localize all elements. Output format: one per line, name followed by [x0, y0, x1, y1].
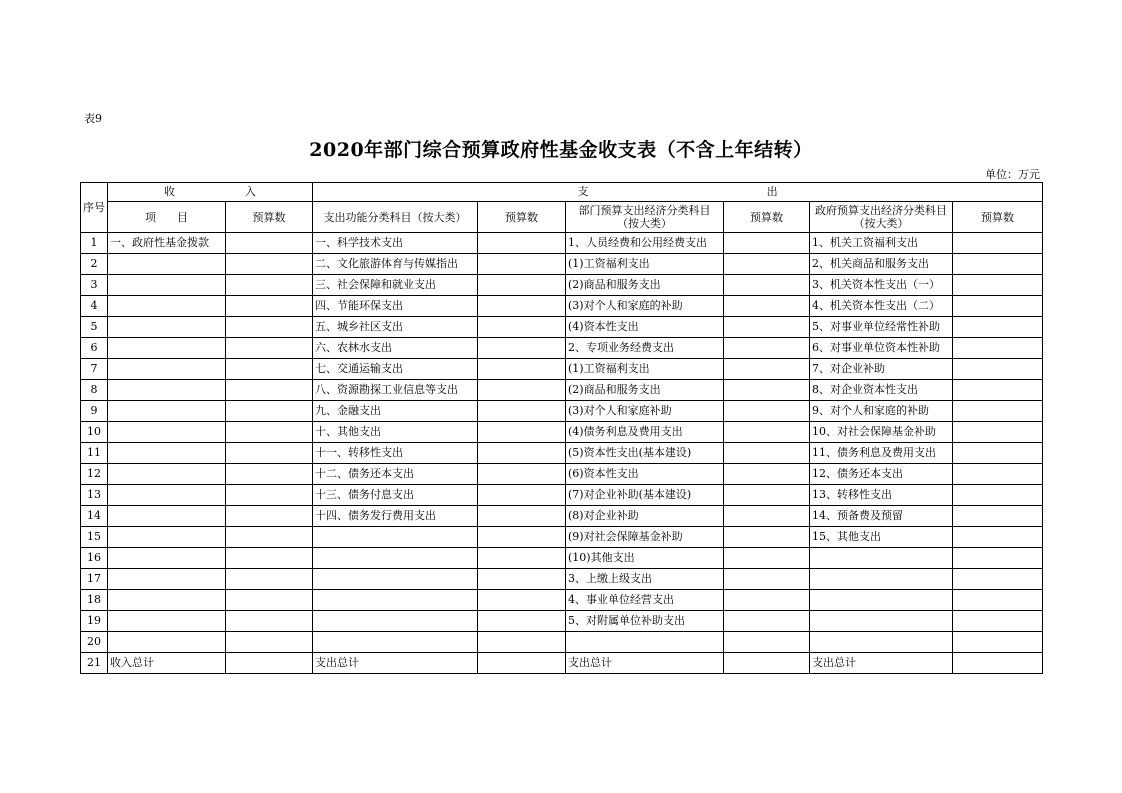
func-class-cell: [313, 548, 478, 569]
row-number-cell: 21: [81, 653, 108, 674]
row-number-cell: 11: [81, 443, 108, 464]
func-budget-cell: [478, 296, 566, 317]
gov-budget-cell: [953, 359, 1043, 380]
page-title: 2020年部门综合预算政府性基金收支表（不含上年结转）: [309, 139, 813, 161]
gov-econ-class-cell: 13、转移性支出: [810, 485, 953, 506]
func-budget-cell: [478, 359, 566, 380]
income-budget-cell: [226, 611, 313, 632]
gov-budget-cell: [953, 569, 1043, 590]
row-number-cell: 12: [81, 464, 108, 485]
dept-econ-class-cell: (9)对社会保障基金补助: [566, 527, 724, 548]
income-budget-cell: [226, 506, 313, 527]
income-item-cell: [108, 443, 226, 464]
table-row: [81, 569, 1043, 590]
gov-budget-cell: [953, 401, 1043, 422]
table-row: [81, 254, 1043, 275]
income-item-cell: [108, 422, 226, 443]
income-item-cell: [108, 338, 226, 359]
income-budget-cell: [226, 485, 313, 506]
row-number-cell: 4: [81, 296, 108, 317]
func-budget-cell: [478, 569, 566, 590]
row-number-cell: 16: [81, 548, 108, 569]
income-budget-cell: [226, 296, 313, 317]
income-item-cell: [108, 296, 226, 317]
income-budget-cell: [226, 359, 313, 380]
gov-econ-class-cell: [810, 611, 953, 632]
gov-econ-class-cell: 12、债务还本支出: [810, 464, 953, 485]
func-class-cell: 十一、转移性支出: [313, 443, 478, 464]
income-item-cell: [108, 506, 226, 527]
gov-budget-cell: [953, 485, 1043, 506]
func-budget-cell: [478, 653, 566, 674]
income-budget-cell: [226, 380, 313, 401]
column-header-row: [81, 202, 1043, 233]
income-budget-cell: [226, 422, 313, 443]
gov-econ-class-cell: [810, 632, 953, 653]
income-item-cell: [108, 401, 226, 422]
dept-econ-class-cell: 5、对附属单位补助支出: [566, 611, 724, 632]
unit-label: 单位：万元: [985, 168, 1040, 181]
func-budget-cell: [478, 611, 566, 632]
expense-section-header: 支 出: [313, 183, 1043, 202]
func-budget-cell: [478, 590, 566, 611]
row-number-cell: 8: [81, 380, 108, 401]
func-class-cell: [313, 611, 478, 632]
income-budget-cell: [226, 254, 313, 275]
row-number-cell: 6: [81, 338, 108, 359]
func-budget-cell: [478, 464, 566, 485]
gov-budget-cell: [953, 338, 1043, 359]
gov-econ-class-cell: 14、预备费及预留: [810, 506, 953, 527]
dept-budget-cell: [724, 275, 810, 296]
gov-econ-class-cell: 9、对个人和家庭的补助: [810, 401, 953, 422]
table-row: [81, 275, 1043, 296]
gov-econ-class-cell: 3、机关资本性支出（一）: [810, 275, 953, 296]
row-number-cell: 5: [81, 317, 108, 338]
income-item-cell: [108, 611, 226, 632]
table-row: [81, 548, 1043, 569]
income-budget-cell: [226, 590, 313, 611]
row-number-cell: 19: [81, 611, 108, 632]
income-budget-cell: [226, 443, 313, 464]
func-class-cell: 九、金融支出: [313, 401, 478, 422]
func-class-cell: 五、城乡社区支出: [313, 317, 478, 338]
income-budget-cell: [226, 401, 313, 422]
gov-econ-class-cell: 15、其他支出: [810, 527, 953, 548]
table-row: [81, 590, 1043, 611]
table-tag: 表9: [84, 112, 102, 125]
dept-budget-cell: [724, 338, 810, 359]
dept-budget-cell: [724, 254, 810, 275]
dept-budget-cell: [724, 653, 810, 674]
func-budget-cell: [478, 485, 566, 506]
row-number-cell: 13: [81, 485, 108, 506]
dept-econ-class-cell: (2)商品和服务支出: [566, 275, 724, 296]
table-row: [81, 443, 1043, 464]
gov-econ-class-cell: 6、对事业单位资本性补助: [810, 338, 953, 359]
income-item-cell: [108, 275, 226, 296]
budget-table: [80, 182, 1043, 674]
table-body: [81, 233, 1043, 674]
gov-budget-cell: [953, 527, 1043, 548]
gov-econ-class-cell: 7、对企业补助: [810, 359, 953, 380]
row-number-cell: 17: [81, 569, 108, 590]
income-budget-cell: [226, 464, 313, 485]
income-item-cell: [108, 464, 226, 485]
row-number-cell: 18: [81, 590, 108, 611]
income-item-cell: [108, 254, 226, 275]
seq-header: 序号: [81, 183, 108, 233]
table-row: [81, 233, 1043, 254]
gov-econ-class-header: 政府预算支出经济分类科目（按大类）: [810, 202, 953, 233]
income-item-cell: 一、政府性基金拨款: [108, 233, 226, 254]
func-budget-cell: [478, 548, 566, 569]
dept-budget-cell: [724, 611, 810, 632]
income-item-cell: [108, 548, 226, 569]
dept-econ-class-cell: 支出总计: [566, 653, 724, 674]
func-budget-cell: [478, 443, 566, 464]
table-row: [81, 338, 1043, 359]
gov-econ-class-cell: [810, 569, 953, 590]
income-item-cell: [108, 380, 226, 401]
income-budget-cell: [226, 653, 313, 674]
table-row: [81, 359, 1043, 380]
income-item-cell: [108, 485, 226, 506]
income-budget-cell: [226, 317, 313, 338]
income-budget-header: 预算数: [226, 202, 313, 233]
func-class-cell: [313, 632, 478, 653]
table-row: [81, 380, 1043, 401]
table-row: [81, 485, 1043, 506]
func-budget-cell: [478, 275, 566, 296]
gov-budget-cell: [953, 275, 1043, 296]
row-number-cell: 2: [81, 254, 108, 275]
row-number-cell: 9: [81, 401, 108, 422]
func-class-cell: 六、农林水支出: [313, 338, 478, 359]
table-row: [81, 506, 1043, 527]
dept-econ-class-header: 部门预算支出经济分类科目（按大类）: [566, 202, 724, 233]
dept-budget-header: 预算数: [724, 202, 810, 233]
income-item-cell: [108, 317, 226, 338]
dept-econ-class-cell: (1)工资福利支出: [566, 254, 724, 275]
table-row: [81, 527, 1043, 548]
dept-budget-cell: [724, 359, 810, 380]
income-item-cell: [108, 527, 226, 548]
row-number-cell: 15: [81, 527, 108, 548]
func-budget-cell: [478, 632, 566, 653]
func-budget-cell: [478, 317, 566, 338]
row-number-cell: 14: [81, 506, 108, 527]
func-class-cell: 十二、债务还本支出: [313, 464, 478, 485]
gov-budget-cell: [953, 380, 1043, 401]
gov-budget-cell: [953, 611, 1043, 632]
func-class-cell: 十、其他支出: [313, 422, 478, 443]
income-item-header: 项 目: [108, 202, 226, 233]
dept-econ-class-cell: (8)对企业补助: [566, 506, 724, 527]
dept-budget-cell: [724, 296, 810, 317]
func-class-cell: 八、资源勘探工业信息等支出: [313, 380, 478, 401]
income-budget-cell: [226, 275, 313, 296]
income-item-cell: [108, 632, 226, 653]
func-budget-header: 预算数: [478, 202, 566, 233]
gov-econ-class-cell: 11、债务利息及费用支出: [810, 443, 953, 464]
dept-econ-class-cell: 1、人员经费和公用经费支出: [566, 233, 724, 254]
dept-econ-class-cell: (1)工资福利支出: [566, 359, 724, 380]
table-row: [81, 611, 1043, 632]
func-budget-cell: [478, 422, 566, 443]
dept-econ-class-cell: (3)对个人和家庭补助: [566, 401, 724, 422]
func-budget-cell: [478, 527, 566, 548]
gov-budget-cell: [953, 233, 1043, 254]
dept-budget-cell: [724, 548, 810, 569]
table-row: [81, 464, 1043, 485]
dept-budget-cell: [724, 485, 810, 506]
table-row: [81, 653, 1043, 674]
gov-budget-cell: [953, 653, 1043, 674]
func-class-cell: 十四、债务发行费用支出: [313, 506, 478, 527]
gov-budget-cell: [953, 590, 1043, 611]
section-header-row: [81, 183, 1043, 202]
income-budget-cell: [226, 632, 313, 653]
func-budget-cell: [478, 506, 566, 527]
dept-econ-class-cell: (10)其他支出: [566, 548, 724, 569]
func-budget-cell: [478, 233, 566, 254]
func-class-cell: 三、社会保障和就业支出: [313, 275, 478, 296]
income-budget-cell: [226, 338, 313, 359]
dept-econ-class-cell: (4)资本性支出: [566, 317, 724, 338]
dept-econ-class-cell: (6)资本性支出: [566, 464, 724, 485]
row-number-cell: 7: [81, 359, 108, 380]
func-class-cell: [313, 590, 478, 611]
func-class-cell: 四、节能环保支出: [313, 296, 478, 317]
table-row: [81, 422, 1043, 443]
gov-budget-cell: [953, 317, 1043, 338]
func-class-cell: 支出总计: [313, 653, 478, 674]
row-number-cell: 3: [81, 275, 108, 296]
func-class-cell: 二、文化旅游体育与传媒指出: [313, 254, 478, 275]
dept-budget-cell: [724, 401, 810, 422]
dept-budget-cell: [724, 380, 810, 401]
gov-budget-cell: [953, 632, 1043, 653]
gov-budget-cell: [953, 296, 1043, 317]
dept-econ-class-cell: 3、上缴上级支出: [566, 569, 724, 590]
gov-econ-class-cell: 8、对企业资本性支出: [810, 380, 953, 401]
dept-budget-cell: [724, 569, 810, 590]
func-budget-cell: [478, 254, 566, 275]
table-row: [81, 401, 1043, 422]
gov-econ-class-cell: 2、机关商品和服务支出: [810, 254, 953, 275]
dept-budget-cell: [724, 632, 810, 653]
row-number-cell: 20: [81, 632, 108, 653]
dept-econ-class-cell: [566, 632, 724, 653]
func-class-cell: 十三、债务付息支出: [313, 485, 478, 506]
gov-econ-class-cell: 支出总计: [810, 653, 953, 674]
gov-econ-class-cell: [810, 590, 953, 611]
dept-budget-cell: [724, 464, 810, 485]
table-row: [81, 296, 1043, 317]
func-class-cell: [313, 569, 478, 590]
dept-econ-class-cell: (3)对个人和家庭的补助: [566, 296, 724, 317]
func-budget-cell: [478, 401, 566, 422]
table-row: [81, 632, 1043, 653]
income-item-cell: [108, 359, 226, 380]
gov-budget-cell: [953, 254, 1043, 275]
dept-budget-cell: [724, 317, 810, 338]
dept-econ-class-cell: 2、专项业务经费支出: [566, 338, 724, 359]
income-budget-cell: [226, 233, 313, 254]
gov-econ-class-cell: 4、机关资本性支出（二）: [810, 296, 953, 317]
dept-econ-class-cell: (2)商品和服务支出: [566, 380, 724, 401]
dept-budget-cell: [724, 506, 810, 527]
gov-budget-cell: [953, 422, 1043, 443]
income-budget-cell: [226, 527, 313, 548]
dept-budget-cell: [724, 233, 810, 254]
dept-budget-cell: [724, 443, 810, 464]
income-item-cell: [108, 590, 226, 611]
gov-budget-header: 预算数: [953, 202, 1043, 233]
income-item-cell: 收入总计: [108, 653, 226, 674]
dept-budget-cell: [724, 590, 810, 611]
func-class-cell: 一、科学技术支出: [313, 233, 478, 254]
dept-budget-cell: [724, 422, 810, 443]
gov-econ-class-cell: 10、对社会保障基金补助: [810, 422, 953, 443]
dept-econ-class-cell: 4、事业单位经营支出: [566, 590, 724, 611]
dept-econ-class-cell: (4)债务利息及费用支出: [566, 422, 724, 443]
func-budget-cell: [478, 380, 566, 401]
func-budget-cell: [478, 338, 566, 359]
income-budget-cell: [226, 548, 313, 569]
row-number-cell: 10: [81, 422, 108, 443]
table-row: [81, 317, 1043, 338]
dept-econ-class-cell: (5)资本性支出(基本建设): [566, 443, 724, 464]
income-budget-cell: [226, 569, 313, 590]
dept-budget-cell: [724, 527, 810, 548]
gov-econ-class-cell: [810, 548, 953, 569]
gov-econ-class-cell: 1、机关工资福利支出: [810, 233, 953, 254]
gov-budget-cell: [953, 443, 1043, 464]
gov-budget-cell: [953, 548, 1043, 569]
gov-budget-cell: [953, 464, 1043, 485]
dept-econ-class-cell: (7)对企业补助(基本建设): [566, 485, 724, 506]
func-class-cell: [313, 527, 478, 548]
income-item-cell: [108, 569, 226, 590]
row-number-cell: 1: [81, 233, 108, 254]
gov-econ-class-cell: 5、对事业单位经常性补助: [810, 317, 953, 338]
func-class-cell: 七、交通运输支出: [313, 359, 478, 380]
gov-budget-cell: [953, 506, 1043, 527]
func-class-header: 支出功能分类科目（按大类）: [313, 202, 478, 233]
income-section-header: 收 入: [108, 183, 313, 202]
